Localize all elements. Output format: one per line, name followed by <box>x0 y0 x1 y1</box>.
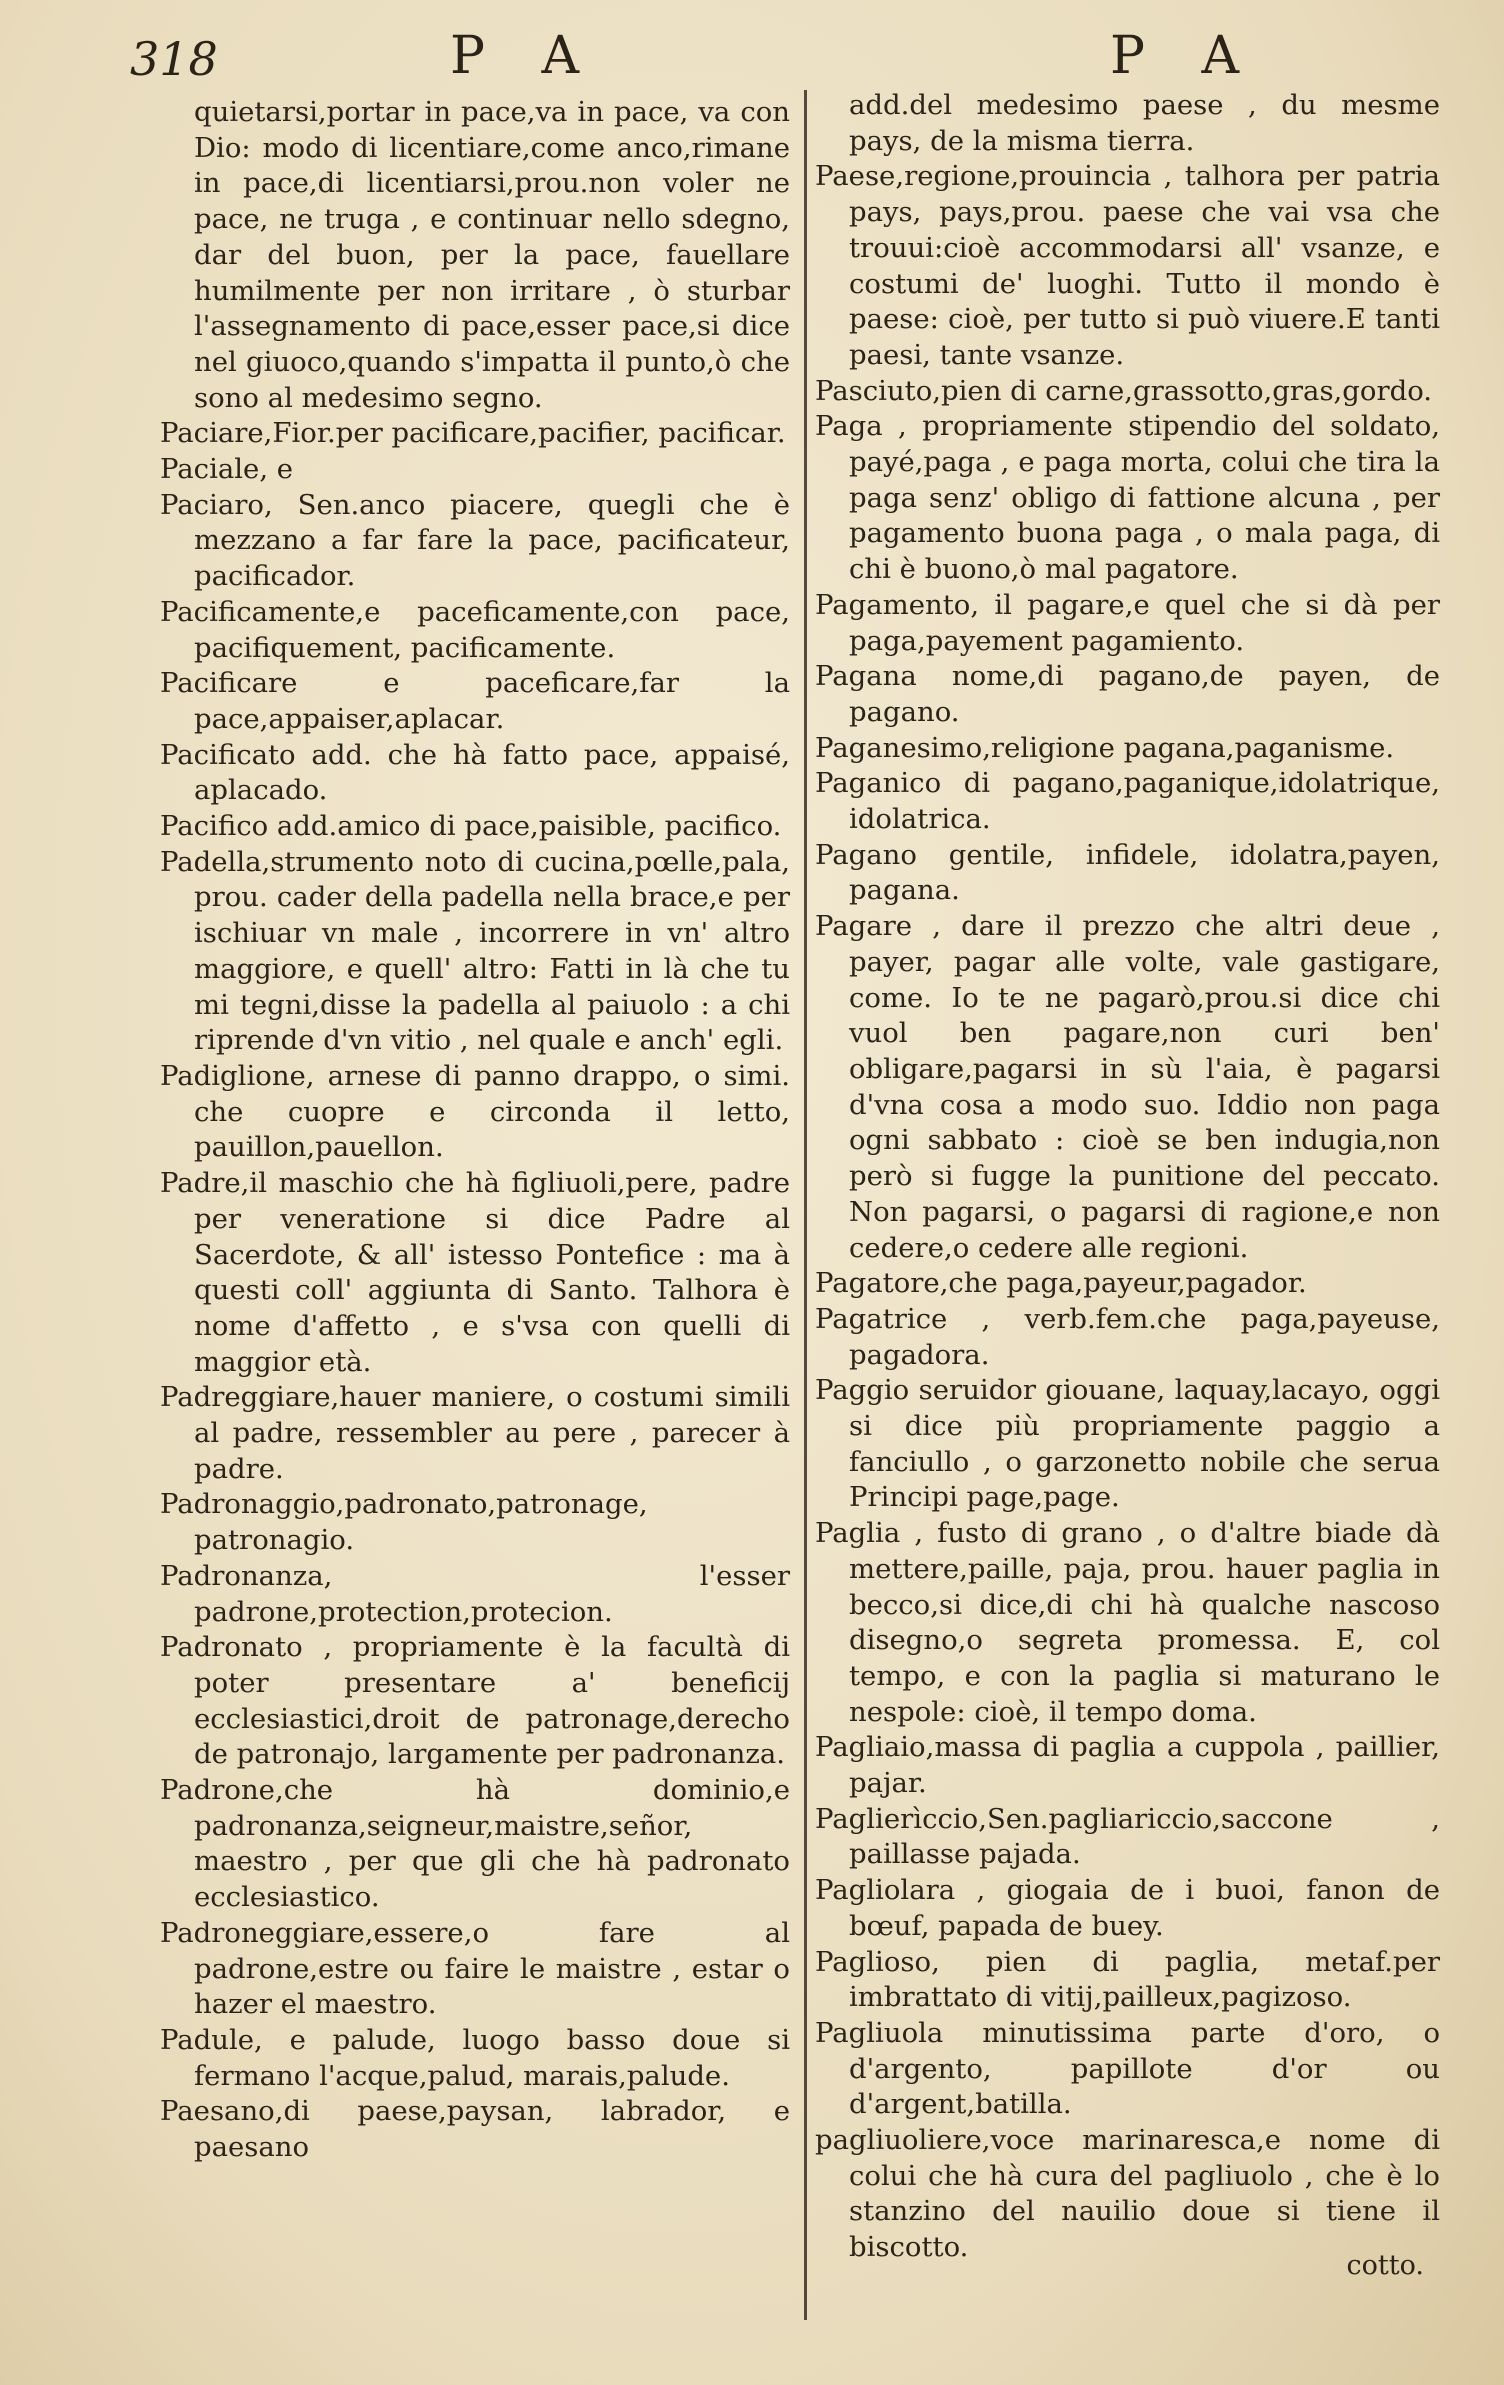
dictionary-entry: Paganico di pagano,paganique,idolatrique, idolatrica. <box>815 767 1440 836</box>
dictionary-entry: Pagliaio,massa di paglia a cuppola , paillier, pajar. <box>815 1731 1440 1800</box>
dictionary-entry: pagliuoliere,voce marinaresca,e nome di colui che hà cura del pagliuolo , che è lo stanzino del nauilio doue si tiene il biscotto. <box>815 2124 1440 2264</box>
dictionary-entry: Paganesimo,religione pagana,paganisme. <box>815 731 1395 764</box>
dictionary-entry: Padroneggiare,essere,o fare al padrone,estre ou faire le maistre , estar o hazer el maestro. <box>160 1916 790 2021</box>
dictionary-entry: Padronaggio,padronato,patronage, patronagio. <box>160 1488 648 1557</box>
right-column <box>815 88 1440 2266</box>
dictionary-entry: Padiglione, arnese di panno drappo, o simi. che cuopre e circonda il letto, pauillon,pauellon. <box>160 1059 790 1164</box>
dictionary-entry: Padronato , propriamente è la facultà di poter presentare a' beneficij ecclesiastici,droit de patronage,derecho de patronajo, largamente per padronanza. <box>160 1631 790 1771</box>
dictionary-entry: Pagano gentile, infidele, idolatra,payen, pagana. <box>815 838 1440 907</box>
dictionary-entry: Paglioso, pien di paglia, metaf.per imbrattato di vitij,pailleux,pagizoso. <box>815 1945 1440 2014</box>
dictionary-entry: Paciale, e <box>160 453 294 486</box>
dictionary-entry: Padreggiare,hauer maniere, o costumi simili al padre, ressembler au pere , parecer à padre. <box>160 1381 790 1485</box>
dictionary-entry: Pagamento, il pagare,e quel che si dà per paga,payement pagamiento. <box>815 588 1440 657</box>
dictionary-entry: add.del medesimo paese , du mesme pays, de la misma tierra. <box>849 89 1440 157</box>
dictionary-entry: Paciaro, Sen.anco piacere, quegli che è mezzano a far fare la pace, pacificateur, pacificador. <box>160 488 790 593</box>
dictionary-entry: Paesano,di paese,paysan, labrador, e paesano <box>160 2095 790 2164</box>
dictionary-entry: Pagare , dare il prezzo che altri deue , payer, pagar alle volte, vale gastigare, come. Io te ne pagarò,prou.si dice chi vuol ben pagare,non curi ben' obligare,pagarsi in sù l'aia, è pagarsi d'vna cosa a modo suo. Iddio non paga ogni sabbato : cioè se ben indugia,non però si fugge la punitione del peccato. Non pagarsi, o pagarsi di ragione,e non cedere,o cedere alle regioni. <box>815 910 1440 1264</box>
left-column <box>160 95 790 2166</box>
dictionary-entry: quietarsi,portar in pace,va in pace, va con Dio: modo di licentiare,come anco,rimane in pace,di licentiarsi,prou.non voler ne pace, ne truga , e continuar nello sdegno, dar del buon, per la pace, fauellare humilmente per non irritare , ò sturbar l'assegnamento di pace,esser pace,si dice nel giuoco,quando s'impatta il punto,ò che sono al medesimo segno. <box>194 96 790 414</box>
dictionary-entry: Paciare,Fior.per pacificare,pacifier, pacificar. <box>160 417 786 450</box>
dictionary-entry: Padella,strumento noto di cucina,pœlle,pala, prou. cader della padella nella brace,e per ischiuar vn male , incorrere in vn' altro maggiore, e quell' altro: Fatti in là che tu mi tegni,disse la padella al paiuolo : a chi riprende d'vn vitio , nel quale e anch' egli. <box>160 845 790 1057</box>
dictionary-entry: Pacificare e paceficare,far la pace,appaiser,aplacar. <box>160 667 790 735</box>
dictionary-entry: Pacificamente,e paceficamente,con pace, pacifiquement, pacificamente. <box>160 595 790 664</box>
dictionary-entry: Padre,il maschio che hà figliuoli,pere, padre per veneratione si dice Padre al Sacerdote, & all' istesso Pontefice : ma à questi coll' aggiunta di Santo. Talhora è nome d'affetto , e s'vsa con quelli di maggior età. <box>160 1167 790 1378</box>
dictionary-entry: Padrone,che hà dominio,e padronanza,seigneur,maistre,señor, maestro , per que gli che hà padronato ecclesiastico. <box>160 1774 790 1914</box>
dictionary-entry: Paglierìccio,Sen.pagliariccio,saccone , paillasse pajada. <box>815 1802 1440 1871</box>
dictionary-entry: Pagliolara , giogaia de i buoi, fanon de bœuf, papada de buey. <box>815 1874 1440 1942</box>
running-head-right: P A <box>1110 26 1260 86</box>
running-head-left: P A <box>450 26 600 86</box>
dictionary-entry: Padronanza, l'esser padrone,protection,protecion. <box>160 1559 790 1628</box>
dictionary-entry: Paggio seruidor giouane, laquay,lacayo, oggi si dice più propriamente paggio a fanciullo , o garzonetto nobile che serua Principi page,page. <box>815 1374 1440 1514</box>
column-divider <box>804 90 807 2320</box>
dictionary-entry: Pasciuto,pien di carne,grassotto,gras,gordo. <box>815 374 1433 407</box>
catchword: cotto. <box>1346 2250 1424 2281</box>
dictionary-entry: Paese,regione,prouincia , talhora per patria pays, pays,prou. paese che vai vsa che trouui:cioè accommodarsi all' vsanze, e costumi de' luoghi. Tutto il mondo è paese: cioè, per tutto si può viuere.E tanti paesi, tante vsanze. <box>815 160 1440 371</box>
page-number: 318 <box>130 32 218 86</box>
dictionary-entry: Pacificato add. che hà fatto pace, appaisé, aplacado. <box>160 738 790 807</box>
dictionary-entry: Padule, e palude, luogo basso doue si fermano l'acque,palud, marais,palude. <box>160 2023 790 2092</box>
dictionary-entry: Pagana nome,di pagano,de payen, de pagano. <box>815 660 1440 728</box>
dictionary-entry: Pagatore,che paga,payeur,pagador. <box>815 1267 1307 1300</box>
dictionary-entry: Paga , propriamente stipendio del soldato, payé,paga , e paga morta, colui che tira la paga senz' obligo di fattione alcuna , per pagamento buona paga , o mala paga, di chi è buono,ò mal pagatore. <box>815 410 1440 586</box>
dictionary-entry: Pagatrice , verb.fem.che paga,payeuse, pagadora. <box>815 1302 1440 1371</box>
dictionary-entry: Paglia , fusto di grano , o d'altre biade dà mettere,paille, paja, prou. hauer paglia in becco,si dice,di chi hà qualche nascoso disegno,o segreta promessa. E, col tempo, e con la paglia si maturano le nespole: cioè, il tempo doma. <box>815 1517 1440 1728</box>
dictionary-entry: Pacifico add.amico di pace,paisible, pacifico. <box>160 810 782 843</box>
dictionary-entry: Pagliuola minutissima parte d'oro, o d'argento, papillote d'or ou d'argent,batilla. <box>815 2016 1440 2121</box>
